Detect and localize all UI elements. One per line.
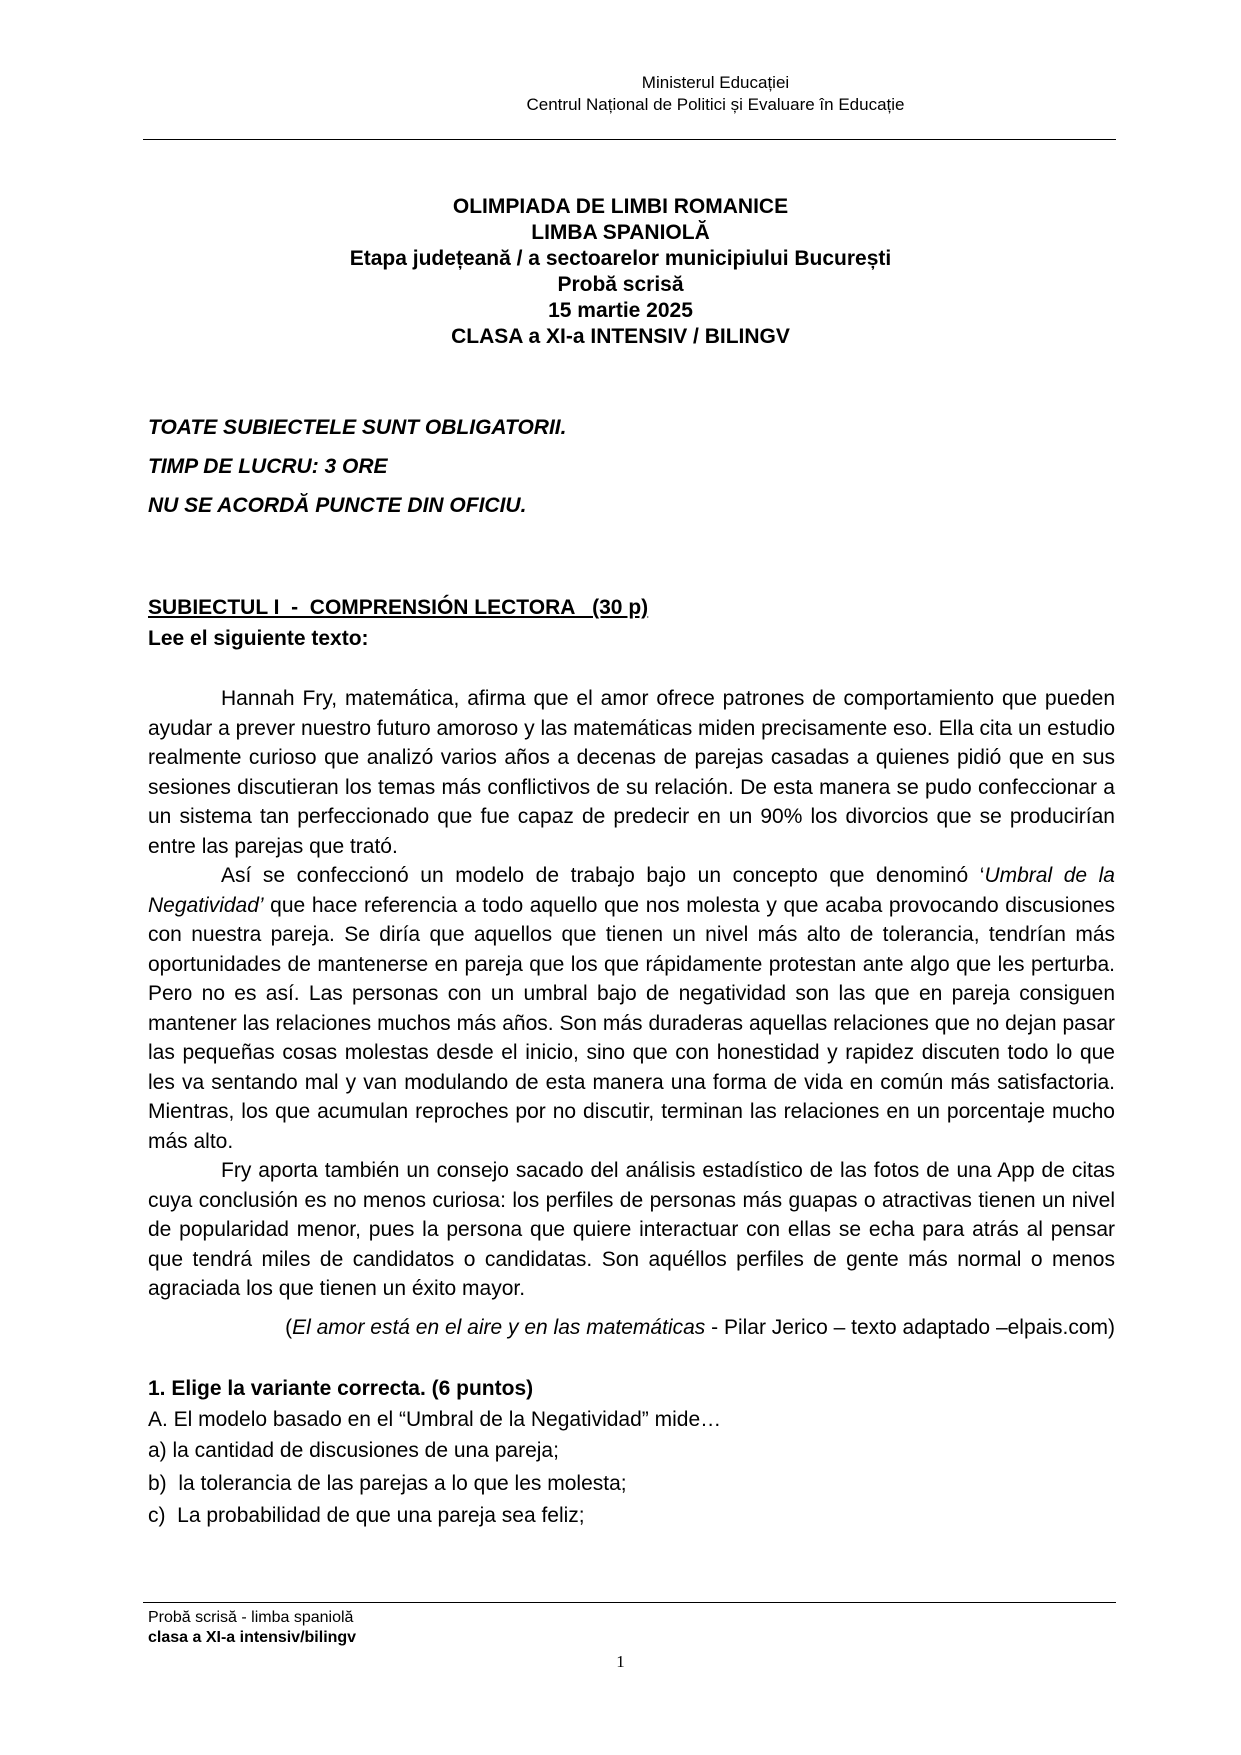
title-line-3: Etapa județeană / a sectoarelor municipiului București <box>349 247 892 270</box>
instruction-mandatory: TOATE SUBIECTELE SUNT OBLIGATORII. <box>148 416 567 439</box>
reading-paragraph-1: Hannah Fry, matemática, afirma que el amor ofrece patrones de comportamiento que pueden ayudar a prever nuestro futuro amoroso y las matemáticas miden precisamente eso. Ella cita un estudio realmente curioso que analizó varios años a decenas de parejas casadas a quienes pidió que en sus sesiones discutieran los temas más conflictivos de su relación. De esta manera se pudo confeccionar a un sistema tan perfeccionado que fue capaz de predecir en un 90% los divorcios que se producirían entre las parejas que trató. <box>148 687 1115 858</box>
instruction-time: TIMP DE LUCRU: 3 ORE <box>148 455 388 478</box>
title-line-6: CLASA a XI-a INTENSIV / BILINGV <box>451 325 790 348</box>
subject-heading: SUBIECTUL I - COMPRENSIÓN LECTORA (30 p) <box>148 596 649 619</box>
document-title <box>0 194 1241 350</box>
header-line-1: Ministerul Educației <box>641 73 790 92</box>
reading-paragraph-2 <box>148 861 1115 1156</box>
reading-p2-concept: Umbral de la Negatividad’ <box>148 864 1115 917</box>
question-1-option-c: c) La probabilidad de que una pareja sea feliz; <box>148 1504 585 1527</box>
footer-line-1: Probă scrisă - limba spaniolă <box>148 1609 354 1626</box>
source-rest: - Pilar Jerico – texto adaptado –elpais.com) <box>705 1316 1115 1339</box>
header-line-2: Centrul Național de Politici și Evaluare în Educație <box>526 95 905 114</box>
title-line-4: Probă scrisă <box>557 273 684 296</box>
title-line-1: OLIMPIADA DE LIMBI ROMANICE <box>452 195 789 218</box>
reading-paragraph-3: Fry aporta también un consejo sacado del análisis estadístico de las fotos de una App de citas cuya conclusión es no menos curiosa: los perfiles de personas más guapas o atractivas tienen un nivel de popularidad menor, pues la persona que quiere interactuar con ellas se echa para atrás al pensar que tendrá miles de candidatos o candidatas. Son aquéllos perfiles de gente más normal o menos agraciada los que tienen un éxito mayor. <box>148 1159 1115 1300</box>
title-line-5: 15 martie 2025 <box>548 299 693 322</box>
footer-rule <box>143 1602 1116 1603</box>
reading-p2-after: que hace referencia a todo aquello que nos molesta y que acaba provocando discusiones con nuestra pareja. Se diría que aquellos que tienen un nivel más alto de tolerancia, tendrían más oportunidades de mantenerse en pareja que los que rápidamente protestan ante algo que les perturba. Pero no es así. Las personas con un umbral bajo de negatividad son las que en pareja consiguen mantener las relaciones muchos más años. Son más duraderas aquellas relaciones que no dejan pasar las pequeñas cosas molestas desde el inicio, sino que con honestidad y rapidez discuten todo lo que les va sentando mal y van modulando de esta manera una forma de vida en común más satisfactoria. Mientras, los que acumulan reproches por no discutir, terminan las relaciones en un porcentaje mucho más alto. <box>148 893 1115 1153</box>
question-1-title: 1. Elige la variante correcta. (6 puntos) <box>148 1377 534 1400</box>
question-1-stem: A. El modelo basado en el “Umbral de la Negatividad” mide… <box>148 1408 722 1431</box>
instruction-points: NU SE ACORDĂ PUNCTE DIN OFICIU. <box>148 494 527 517</box>
title-line-2: LIMBA SPANIOLĂ <box>531 221 710 244</box>
subject-lead: Lee el siguiente texto: <box>148 627 369 650</box>
ministry-header <box>0 72 1241 116</box>
reading-passage <box>148 684 1115 1304</box>
question-1-option-b: b) la tolerancia de las parejas a lo que les molesta; <box>148 1472 627 1495</box>
footer-line-2: clasa a XI-a intensiv/bilingv <box>148 1629 357 1646</box>
source-title: El amor está en el aire y en las matemáticas <box>292 1316 706 1339</box>
header-rule <box>143 139 1116 140</box>
question-1-option-a: a) la cantidad de discusiones de una pareja; <box>148 1439 559 1462</box>
reading-source <box>148 1316 1115 1340</box>
source-open: ( <box>285 1316 293 1339</box>
page-number: 1 <box>616 1652 625 1671</box>
footer <box>148 1608 356 1648</box>
reading-p2-before: Así se confeccionó un modelo de trabajo bajo un concepto que denominó ‘ <box>221 864 985 887</box>
